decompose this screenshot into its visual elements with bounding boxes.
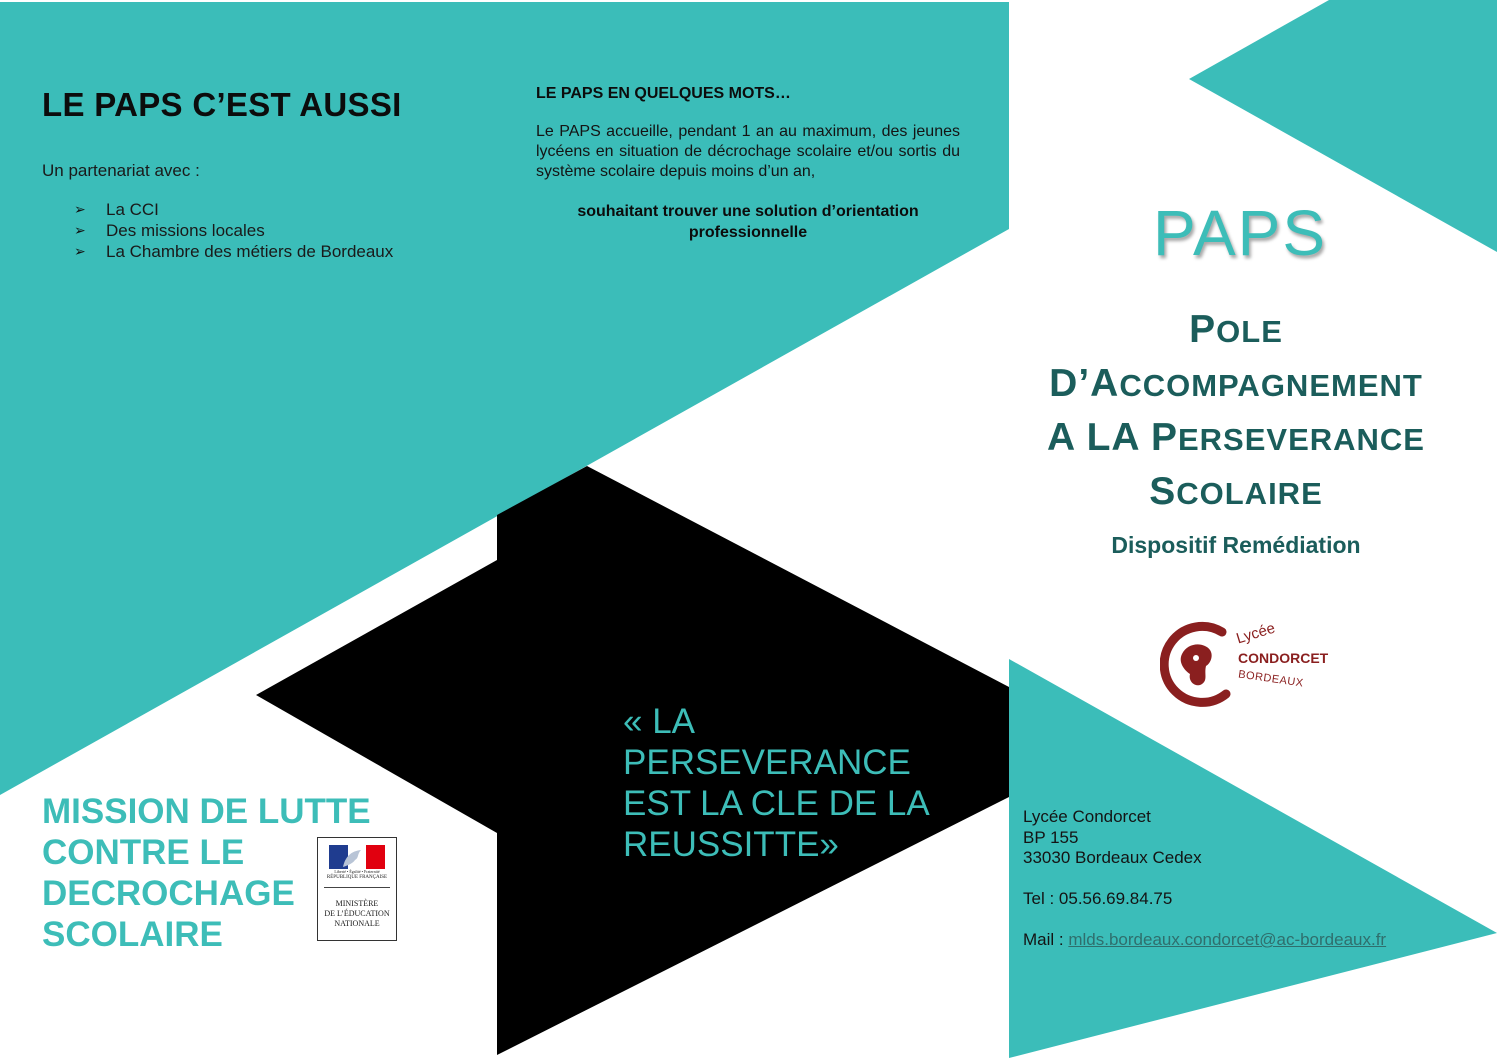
logo-lycee-text: Lycée: [1234, 619, 1278, 648]
perseverance-quote: « LA PERSEVERANCE EST LA CLE DE LA REUSSITTE»: [623, 702, 928, 864]
contact-block: [1023, 807, 1387, 949]
logo-condorcet-text: CONDORCET: [1238, 650, 1329, 666]
full-name-rest: COLAIRE: [1176, 476, 1323, 511]
full-name-cap: S: [1149, 470, 1177, 513]
full-name-line: [1005, 412, 1467, 466]
condorcet-emblem-icon: [1160, 618, 1240, 710]
ministry-name-line: MINISTÈRE: [335, 899, 379, 908]
full-name-rest: ERSEVERANCE: [1177, 422, 1425, 457]
arrow-bullet-icon: ➢: [74, 243, 86, 259]
phone-label: Tel :: [1023, 889, 1059, 908]
list-item: [74, 199, 393, 220]
in-a-few-words-heading: LE PAPS EN QUELQUES MOTS…: [536, 85, 791, 102]
partner-intro-text: Un partenariat avec :: [42, 161, 200, 180]
full-name-line: [1005, 358, 1467, 412]
phone-number: 05.56.69.84.75: [1058, 889, 1173, 908]
arrow-bullet-icon: ➢: [74, 201, 86, 217]
full-name-cap: A LA P: [1047, 416, 1178, 459]
paps-goal-text: souhaitant trouver une solution d’orientation professionnelle: [577, 203, 919, 241]
full-name-line: [1005, 304, 1467, 358]
mission-title-line: CONTRE LE: [42, 833, 245, 872]
partner-name: La Chambre des métiers de Bordeaux: [106, 242, 394, 261]
marianne-flag-icon: [329, 845, 385, 869]
mission-title-line: MISSION DE LUTTE: [42, 792, 371, 831]
ministry-motto: Liberté • Égalité • Fraternité: [334, 869, 380, 874]
full-name-rest: OLE: [1216, 314, 1283, 349]
republique-francaise-label: RÉPUBLIQUE FRANÇAISE: [326, 875, 388, 880]
partner-name: Des missions locales: [106, 221, 265, 240]
mail-line: [1023, 930, 1386, 951]
ministry-name-line: NATIONALE: [334, 919, 380, 928]
mail-label: Mail :: [1023, 930, 1069, 949]
partner-name: La CCI: [106, 200, 159, 219]
mission-title-line: SCOLAIRE: [42, 915, 223, 954]
logo-bordeaux-text: BORDEAUX: [1237, 668, 1305, 690]
address-line: Lycée Condorcet: [1023, 807, 1151, 826]
paps-acronym: PAPS: [1153, 197, 1327, 269]
address-line: 33030 Bordeaux Cedex: [1023, 848, 1202, 867]
partners-heading: LE PAPS C’EST AUSSI: [42, 86, 402, 123]
full-name-cap: D’A: [1049, 362, 1120, 405]
paps-full-name: [1005, 304, 1467, 520]
mission-title-line: DECROCHAGE: [42, 874, 295, 913]
mail-link[interactable]: mlds.bordeaux.condorcet@ac-bordeaux.fr: [1068, 930, 1387, 949]
address-line: BP 155: [1023, 827, 1079, 847]
dispositif-subtitle: Dispositif Remédiation: [1111, 532, 1361, 558]
list-item: [74, 220, 393, 241]
list-item: [74, 241, 393, 262]
full-name-cap: P: [1189, 308, 1217, 351]
ministry-divider: [324, 887, 390, 888]
full-name-line: [1005, 466, 1467, 520]
arrow-bullet-icon: ➢: [74, 222, 86, 238]
ministry-name-line: DE L’ÉDUCATION: [324, 909, 390, 918]
lycee-condorcet-logo: [1160, 616, 1350, 716]
full-name-rest: CCOMPAGNEMENT: [1119, 368, 1423, 403]
ministry-logo: [317, 837, 397, 941]
phone-line: [1023, 889, 1172, 910]
paps-description: Le PAPS accueille, pendant 1 an au maximum, des jeunes lycéens en situation de décrochage scolaire et/ou sortis du système scolaire depuis moins d’un an,: [536, 123, 960, 180]
ministry-name: [320, 899, 394, 929]
partner-list: [74, 199, 393, 262]
